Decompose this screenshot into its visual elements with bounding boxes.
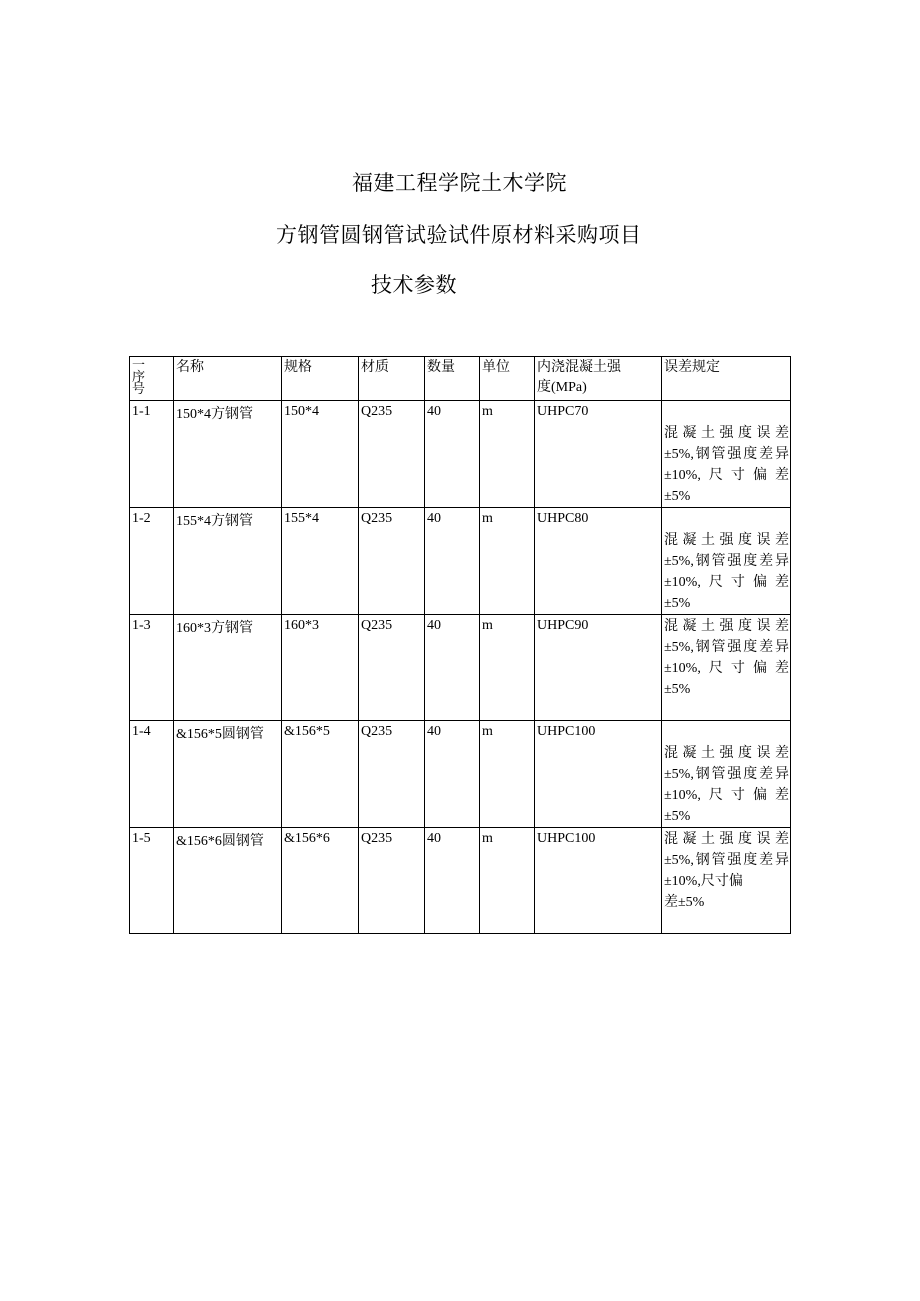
row-spec-text: 155*4 [284, 511, 319, 526]
cell-name [174, 508, 282, 615]
cell-name [174, 828, 282, 934]
header-no-line1: 一 [132, 357, 146, 372]
cell-error [662, 615, 791, 721]
header-name-text: 名称 [176, 360, 204, 375]
row-error-line2: ±5%,钢管强度差异 [664, 640, 789, 655]
header-name [174, 357, 282, 401]
header-spec [282, 357, 359, 401]
header-no-line2: 序 [132, 369, 146, 384]
cell-spec [282, 508, 359, 615]
cell-unit [480, 615, 535, 721]
header-concrete-line2: 度(MPa) [537, 380, 587, 395]
row-name-text: 150*4方钢管 [176, 407, 253, 422]
project-title: 方钢管圆钢管试验试件原材料采购项目 [276, 223, 642, 247]
cell-spec [282, 828, 359, 934]
cell-concrete [535, 401, 662, 508]
header-material [359, 357, 425, 401]
row-no-text: 1-1 [132, 404, 151, 419]
row-material-text: Q235 [361, 831, 393, 846]
row-error-line3: ±10%,尺寸偏差 [664, 661, 789, 676]
cell-quantity [425, 721, 480, 828]
table-row [130, 828, 791, 934]
row-error-line1: 混凝土强度误差 [664, 746, 789, 761]
header-unit-text: 单位 [482, 360, 510, 375]
row-quantity-text: 40 [427, 511, 441, 526]
row-no-text: 1-4 [132, 724, 151, 739]
cell-unit [480, 401, 535, 508]
cell-concrete [535, 508, 662, 615]
row-material-text: Q235 [361, 724, 393, 739]
row-concrete-text: UHPC100 [537, 831, 596, 846]
row-quantity-text: 40 [427, 724, 441, 739]
row-unit-text: m [482, 404, 493, 419]
header-spec-text: 规格 [284, 360, 312, 375]
row-no-text: 1-3 [132, 618, 151, 633]
row-error-line2: ±5%,钢管强度差异 [664, 554, 789, 569]
cell-spec [282, 615, 359, 721]
header-quantity [425, 357, 480, 401]
row-error-line1: 混凝土强度误差 [664, 426, 789, 441]
header-concrete-strength [535, 357, 662, 401]
cell-error [662, 508, 791, 615]
cell-error [662, 828, 791, 934]
row-unit-text: m [482, 511, 493, 526]
header-material-text: 材质 [361, 360, 389, 375]
table-header-row [130, 357, 791, 401]
row-error-line2: ±5%,钢管强度差异 [664, 853, 789, 868]
cell-concrete [535, 828, 662, 934]
row-error-line4: ±5% [664, 489, 691, 504]
row-error-line2: ±5%,钢管强度差异 [664, 767, 789, 782]
document-title: 福建工程学院土木学院 [352, 171, 567, 195]
row-error-line4: 差±5% [664, 895, 705, 910]
header-error-text: 误差规定 [664, 360, 720, 375]
cell-concrete [535, 615, 662, 721]
table-row [130, 721, 791, 828]
row-unit-text: m [482, 724, 493, 739]
row-error-line3: ±10%,尺寸偏差 [664, 575, 789, 590]
header-quantity-text: 数量 [427, 360, 455, 375]
cell-no [130, 828, 174, 934]
cell-unit [480, 508, 535, 615]
cell-material [359, 508, 425, 615]
header-no [130, 357, 174, 401]
cell-error [662, 721, 791, 828]
row-unit-text: m [482, 618, 493, 633]
cell-error [662, 401, 791, 508]
row-concrete-text: UHPC100 [537, 724, 596, 739]
row-name-text: &156*5圆钢管 [176, 727, 264, 742]
row-error-line4: ±5% [664, 596, 691, 611]
cell-name [174, 721, 282, 828]
row-material-text: Q235 [361, 618, 393, 633]
row-no-text: 1-2 [132, 511, 151, 526]
section-title: 技术参数 [371, 273, 457, 297]
row-error-line4: ±5% [664, 809, 691, 824]
row-error-line1: 混凝土强度误差 [664, 619, 789, 634]
row-spec-text: &156*6 [284, 831, 330, 846]
cell-material [359, 401, 425, 508]
cell-no [130, 401, 174, 508]
cell-quantity [425, 828, 480, 934]
row-error-line3: ±10%,尺寸偏差 [664, 468, 789, 483]
row-name-text: 155*4方钢管 [176, 514, 253, 529]
row-material-text: Q235 [361, 511, 393, 526]
cell-unit [480, 721, 535, 828]
cell-quantity [425, 401, 480, 508]
row-name-text: &156*6圆钢管 [176, 834, 264, 849]
row-error-line3: ±10%,尺寸偏差 [664, 788, 789, 803]
cell-spec [282, 401, 359, 508]
row-error-line3: ±10%,尺寸偏 [664, 874, 743, 889]
cell-quantity [425, 508, 480, 615]
row-quantity-text: 40 [427, 831, 441, 846]
cell-material [359, 721, 425, 828]
row-spec-text: &156*5 [284, 724, 330, 739]
row-material-text: Q235 [361, 404, 393, 419]
header-concrete-line1: 内浇混凝土强 [537, 360, 621, 375]
row-concrete-text: UHPC80 [537, 511, 589, 526]
row-error-line1: 混凝土强度误差 [664, 832, 789, 847]
cell-no [130, 721, 174, 828]
table-row [130, 508, 791, 615]
row-spec-text: 150*4 [284, 404, 319, 419]
row-no-text: 1-5 [132, 831, 151, 846]
header-no-line3: 号 [132, 381, 146, 396]
row-error-line4: ±5% [664, 682, 691, 697]
cell-concrete [535, 721, 662, 828]
cell-name [174, 401, 282, 508]
cell-no [130, 615, 174, 721]
row-spec-text: 160*3 [284, 618, 319, 633]
table-row [130, 401, 791, 508]
row-concrete-text: UHPC90 [537, 618, 589, 633]
cell-material [359, 828, 425, 934]
header-unit [480, 357, 535, 401]
row-error-line1: 混凝土强度误差 [664, 533, 789, 548]
header-error-spec [662, 357, 791, 401]
row-unit-text: m [482, 831, 493, 846]
table-row [130, 615, 791, 721]
row-error-line2: ±5%,钢管强度差异 [664, 447, 789, 462]
cell-name [174, 615, 282, 721]
cell-unit [480, 828, 535, 934]
cell-quantity [425, 615, 480, 721]
cell-spec [282, 721, 359, 828]
row-concrete-text: UHPC70 [537, 404, 589, 419]
row-quantity-text: 40 [427, 618, 441, 633]
row-quantity-text: 40 [427, 404, 441, 419]
cell-material [359, 615, 425, 721]
cell-no [130, 508, 174, 615]
row-name-text: 160*3方钢管 [176, 621, 253, 636]
technical-parameters-table [129, 356, 791, 934]
